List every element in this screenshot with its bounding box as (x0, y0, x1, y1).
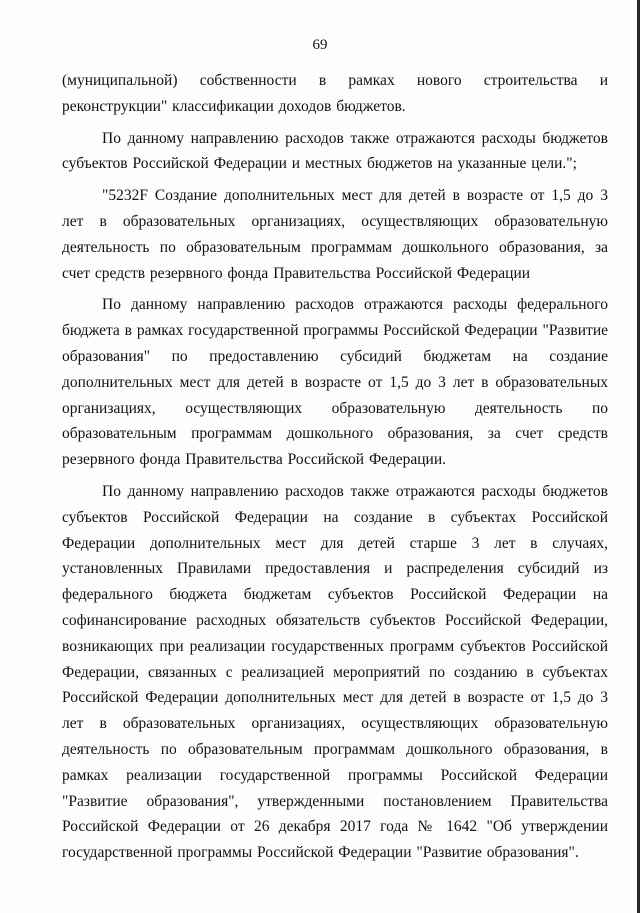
document-body (62, 68, 608, 872)
page-number: 69 (312, 37, 328, 53)
paragraph-2: По данному направлению расходов также отражаются расходы бюджетов субъектов Российской Федерации и местных бюджетов на указанные цели."; (62, 129, 608, 173)
paragraph-3: "5232F Создание дополнительных мест для детей в возрасте от 1,5 до 3 лет в образовательных организациях, осуществляющих образовательную деятельность по образовательным программам дошкольного образования, за счет средств резервного фонда Правительства Российской Федерации (62, 187, 608, 282)
paragraph-1: (муниципальной) собственности в рамках нового строительства и реконструкции" классификации доходов бюджетов. (62, 72, 608, 115)
paragraph-5: По данному направлению расходов также отражаются расходы бюджетов субъектов Российской Федерации на создание в субъектах Российской Федерации дополнительных мест для детей старше 3 лет в случаях, установленных Правилами предоставления и распределения субсидий из федерального бюджета бюджетам субъектов Российской Федерации на софинансирование расходных обязательств субъектов Российской Федерации, возникающих при реализации государственных программ субъектов Российской Федерации, связанных с реализацией мероприятий по созданию в субъектах Российской Федерации дополнительных мест для детей в возрасте от 1,5 до 3 лет в образовательных организациях, осуществляющих образовательную деятельность по образовательным программам дошкольного образования, в рамках реализации государственной программы Российской Федерации "Развитие образования", утвержденными постановлением Правительства Российской Федерации от 26 декабря 2017 года № 1642 "Об утверждении государственной программы Российской Федерации "Развитие образования". (62, 482, 608, 862)
paragraph-4: По данному направлению расходов отражаются расходы федерального бюджета в рамках государственной программы Российской Федерации "Развитие образования" по предоставлению субсидий бюджетам на создание дополнительных мест для детей в возрасте от 1,5 до 3 лет в образовательных организациях, осуществляющих образовательную деятельность по образовательным программам дошкольного образования, за счет средств резервного фонда Правительства Российской Федерации. (62, 296, 608, 469)
